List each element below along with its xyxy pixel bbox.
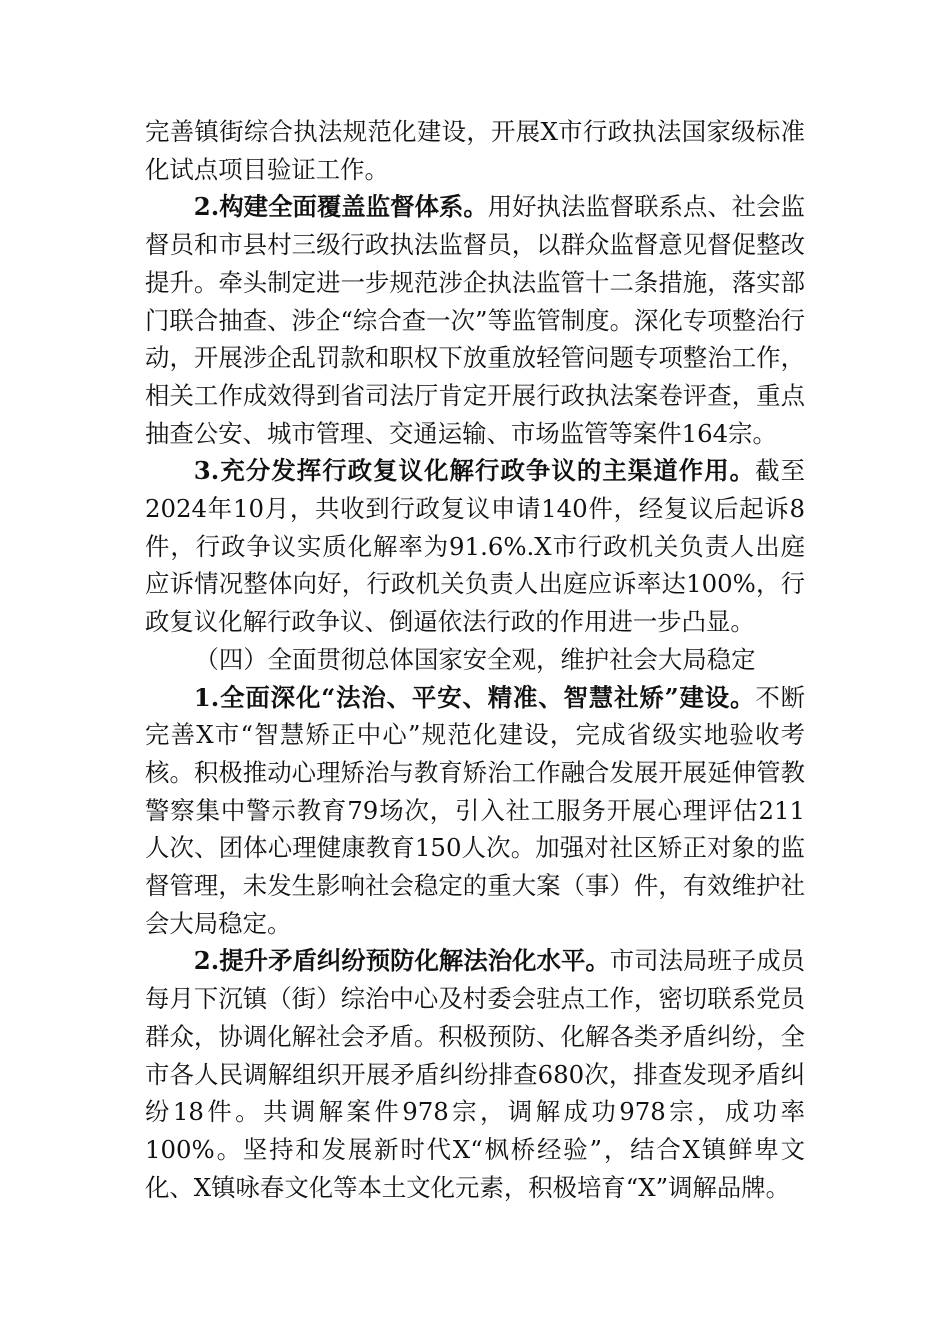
paragraph-body: 截至2024年10月，共收到行政复议申请140件，经复议后起诉8件，行政争议实质化解率为91.6%.X市行政机关负责人出庭应诉情况整体向好，行政机关负责人出庭应诉率达100%，行政复议化解行政争议、倒逼依法行政的作用进一步凸显。: [145, 456, 805, 637]
section-heading: [145, 641, 805, 679]
section-heading-text: （四）全面贯彻总体国家安全观，维护社会大局稳定: [194, 644, 756, 674]
paragraph-lead: 1.全面深化“法治、平安、精准、智慧社矫”建设。: [193, 682, 756, 712]
paragraph-supervision-system: [145, 188, 805, 452]
paragraph-dispute-resolution: [145, 942, 805, 1206]
paragraph-community-correction: [145, 679, 805, 943]
paragraph-body: 市司法局班子成员每月下沉镇（街）综治中心及村委会驻点工作，密切联系党员群众，协调化解社会矛盾。积极预防、化解各类矛盾纠纷，全市各人民调解组织开展矛盾纠纷排查680次，排查发现矛盾纠纷18件。共调解案件978宗，调解成功978宗，成功率100%。坚持和发展新时代X“枫桥经验”，结合X镇鲜卑文化、X镇咏春文化等本土文化元素，积极培育“X”调解品牌。: [145, 946, 805, 1202]
paragraph-body: 不断完善X市“智慧矫正中心”规范化建设，完成省级实地验收考核。积极推动心理矫治与教育矫治工作融合发展开展延伸管教警察集中警示教育79场次，引入社工服务开展心理评估211人次、团体心理健康教育150人次。加强对社区矫正对象的监督管理，未发生影响社会稳定的重大案（事）件，有效维护社会大局稳定。: [145, 682, 805, 938]
paragraph-administrative-review: [145, 452, 805, 641]
paragraph-lead: 2.构建全面覆盖监督体系。: [193, 192, 488, 222]
paragraph-lead: 3.充分发挥行政复议化解行政争议的主渠道作用。: [193, 456, 756, 486]
paragraph-body: 完善镇街综合执法规范化建设，开展X市行政执法国家级标准化试点项目验证工作。: [145, 117, 805, 184]
paragraph-body: 用好执法监督联系点、社会监督员和市县村三级行政执法监督员，以群众监督意见督促整改提升。牵头制定进一步规范涉企执法监管十二条措施，落实部门联合抽查、涉企“综合查一次”等监管制度。深化专项整治行动，开展涉企乱罚款和职权下放重放轻管问题专项整治工作，相关工作成效得到省司法厅肯定开展行政执法案卷评查，重点抽查公安、城市管理、交通运输、市场监管等案件164宗。: [145, 192, 805, 448]
paragraph-lead: 2.提升矛盾纠纷预防化解法治化水平。: [193, 946, 610, 976]
document-page: [145, 113, 805, 1206]
paragraph-continuation: [145, 113, 805, 188]
